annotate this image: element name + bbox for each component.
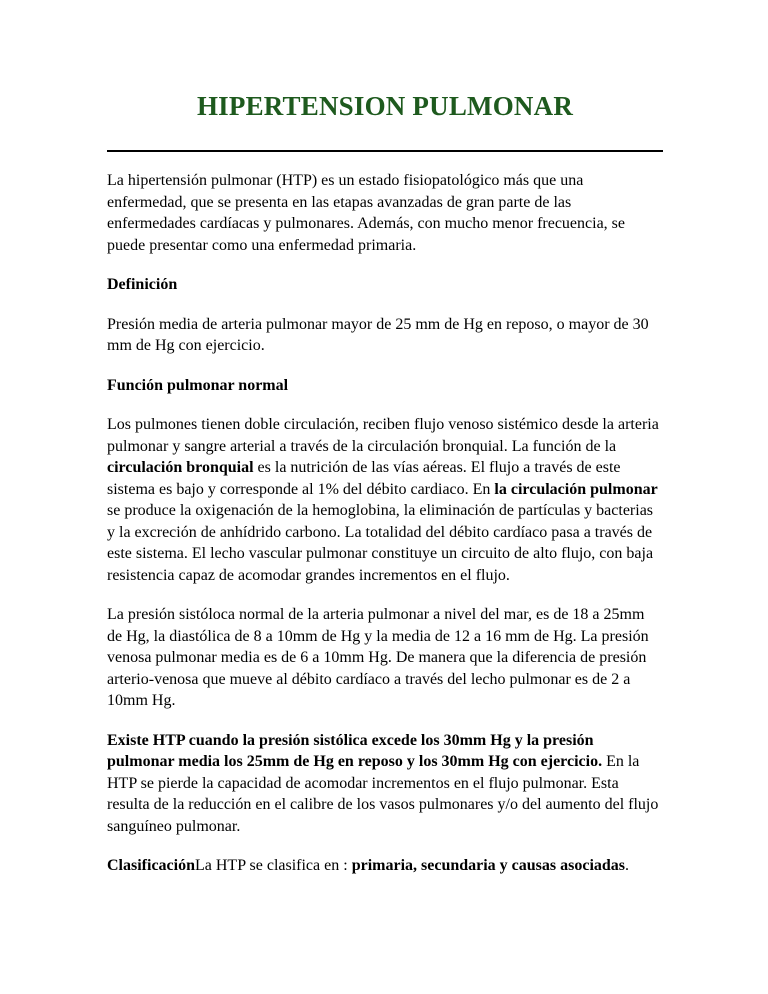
htp-criteria-bold: Existe HTP cuando la presión sistólica excede los 30mm Hg y la presión pulmonar media los 25mm de Hg en reposo y los 30mm Hg con ejercicio. — [107, 731, 603, 770]
clasificacion-label: Clasificación — [107, 857, 195, 874]
title-divider — [107, 150, 663, 152]
funcion-p1-text-e: se produce la oxigenación de la hemoglobina, la eliminación de partículas y bacterias y la excreción de anhídrido carbono. La totalidad del débito cardíaco pasa a través de este sistema. El lecho vascular pulmonar constituye un circuito de alto flujo, con baja resistencia capaz de acomodar grandes incrementos en el flujo. — [107, 502, 654, 584]
clasificacion-types: primaria, secundaria y causas asociadas — [351, 857, 626, 874]
definicion-paragraph: Presión media de arteria pulmonar mayor de 25 mm de Hg en reposo, o mayor de 30 mm de Hg con ejercicio. — [107, 315, 649, 354]
document-page — [107, 88, 663, 895]
clasificacion-text: La HTP se clasifica en : — [195, 857, 352, 874]
document-title: HIPERTENSION PULMONAR — [196, 91, 574, 121]
funcion-heading: Función pulmonar normal — [107, 376, 289, 394]
clasificacion-end: . — [625, 857, 630, 874]
funcion-paragraph-2: La presión sistóloca normal de la arteria pulmonar a nivel del mar, es de 18 a 25mm de Hg, la diastólica de 8 a 10mm de Hg y la media de 12 a 16 mm de Hg. La presión venosa pulmonar media es de 6 a 10mm Hg. De manera que la diferencia de presión arterio-venosa que mueve al débito cardíaco a través del lecho pulmonar es de 2 a 10mm Hg. — [107, 606, 649, 709]
intro-paragraph: La hipertensión pulmonar (HTP) es un estado fisiopatológico más que una enfermedad, que se presenta en las etapas avanzadas de gran parte de las enfermedades cardíacas y pulmonares. Además, con mucho menor frecuencia, se puede presentar como una enfermedad primaria. — [107, 172, 625, 254]
funcion-p1-text-c: es la nutrición de las vías aéreas. El flujo a través de este sistema es bajo y corresponde al 1% del débito cardiaco. En — [107, 459, 621, 498]
circulacion-bronquial-term: circulación bronquial — [107, 459, 254, 476]
clasificacion-paragraph — [107, 855, 663, 877]
funcion-paragraph-1 — [107, 414, 663, 586]
circulacion-pulmonar-term: la circulación pulmonar — [494, 480, 658, 498]
definicion-heading: Definición — [107, 276, 178, 293]
funcion-p1-text-a: Los pulmones tienen doble circulación, reciben flujo venoso sistémico desde la arteria pulmonar y sangre arterial a través de la circulación bronquial. La función de la — [107, 416, 659, 455]
funcion-p3-rest: En la HTP se pierde la capacidad de acomodar incrementos en el flujo pulmonar. Esta resulta de la reducción en el calibre de los vasos pulmonares y/o del aumento del flujo sanguíneo pulmonar. — [107, 753, 659, 835]
funcion-paragraph-3 — [107, 730, 663, 838]
